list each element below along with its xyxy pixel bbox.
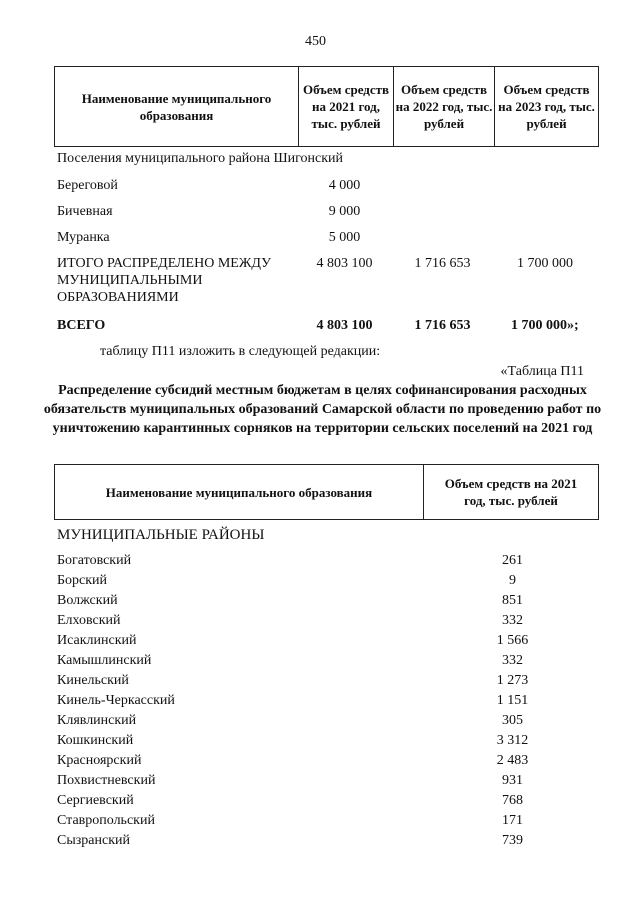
row-value: 1 151 bbox=[496, 693, 529, 708]
table-row bbox=[57, 773, 597, 793]
table2-header-2021: Объем средств на 2021 год, тыс. рублей bbox=[423, 465, 598, 519]
table-row bbox=[57, 573, 597, 593]
table1-total-2023: 1 700 000»; bbox=[511, 318, 579, 333]
table-row bbox=[57, 653, 597, 673]
table1-header-name: Наименование муниципального образования bbox=[81, 90, 272, 123]
row-value: 3 312 bbox=[496, 733, 529, 748]
row-name: Кинель-Черкасский bbox=[57, 693, 175, 708]
row-name: Красноярский bbox=[57, 753, 142, 768]
table1-total-2021: 4 803 100 bbox=[316, 318, 373, 333]
page-number: 450 bbox=[305, 34, 326, 49]
intro-text: таблицу П11 изложить в следующей редакции: bbox=[100, 344, 381, 359]
table1-row-name: Муранка bbox=[57, 230, 110, 245]
table-row bbox=[57, 813, 597, 833]
table1-row-name: Бичевная bbox=[57, 204, 113, 219]
row-name: Камышлинский bbox=[57, 653, 152, 668]
section-heading: МУНИЦИПАЛЬНЫЕ РАЙОНЫ bbox=[57, 527, 265, 543]
table1-distributed-2021: 4 803 100 bbox=[316, 256, 373, 271]
table1-header-2022: Объем средств на 2022 год, тыс. рублей bbox=[393, 67, 494, 146]
row-value: 332 bbox=[502, 653, 523, 668]
row-name: Кинельский bbox=[57, 673, 129, 688]
table1-row-2021: 9 000 bbox=[328, 204, 361, 219]
table-row bbox=[57, 753, 597, 773]
table1-header-2021: Объем средств на 2021 год, тыс. рублей bbox=[298, 67, 393, 146]
table-row bbox=[57, 693, 597, 713]
table-row bbox=[57, 553, 597, 573]
row-name: Клявлинский bbox=[57, 713, 137, 728]
table1-distributed-name: ИТОГО РАСПРЕДЕЛЕНО МЕЖДУ МУНИЦИПАЛЬНЫМИ ОБРАЗОВАНИЯМИ bbox=[57, 256, 271, 305]
row-name: Сызранский bbox=[57, 833, 130, 848]
table-row bbox=[57, 673, 597, 693]
table1-group-label: Поселения муниципального района Шигонский bbox=[57, 151, 344, 166]
table2-header-name: Наименование муниципального образования bbox=[105, 484, 373, 500]
table1-total-name: ВСЕГО bbox=[57, 318, 106, 333]
table1-total-2022: 1 716 653 bbox=[414, 318, 471, 333]
row-name: Ставропольский bbox=[57, 813, 155, 828]
table-row bbox=[57, 593, 597, 613]
table-row bbox=[57, 633, 597, 653]
row-value: 1 273 bbox=[496, 673, 529, 688]
table1-header-2023: Объем средств на 2023 год, тыс. рублей bbox=[494, 67, 598, 146]
row-name: Похвистневский bbox=[57, 773, 156, 788]
table1-distributed-2022: 1 716 653 bbox=[414, 256, 471, 271]
row-value: 261 bbox=[502, 553, 523, 568]
row-value: 332 bbox=[502, 613, 523, 628]
row-name: Елховский bbox=[57, 613, 121, 628]
row-value: 931 bbox=[502, 773, 523, 788]
table-row bbox=[57, 733, 597, 753]
row-name: Исаклинский bbox=[57, 633, 137, 648]
table-row bbox=[57, 713, 597, 733]
table1-row-2021: 4 000 bbox=[328, 178, 361, 193]
table-row bbox=[57, 833, 597, 853]
table1-distributed-2023: 1 700 000 bbox=[517, 256, 573, 271]
table1-row-2021: 5 000 bbox=[328, 230, 361, 245]
row-name: Кошкинский bbox=[57, 733, 134, 748]
row-value: 305 bbox=[502, 713, 523, 728]
row-name: Борский bbox=[57, 573, 108, 588]
row-name: Волжский bbox=[57, 593, 118, 608]
table2-header bbox=[54, 464, 599, 520]
row-name: Сергиевский bbox=[57, 793, 134, 808]
table1-header bbox=[54, 66, 599, 147]
row-value: 851 bbox=[502, 593, 523, 608]
table-label: «Таблица П11 bbox=[500, 364, 584, 379]
table1-row-name: Береговой bbox=[57, 178, 118, 193]
row-value: 739 bbox=[502, 833, 523, 848]
row-value: 171 bbox=[502, 813, 523, 828]
row-value: 9 bbox=[509, 573, 516, 588]
row-value: 1 566 bbox=[496, 633, 529, 648]
table-row bbox=[57, 793, 597, 813]
table2-title: Распределение субсидий местным бюджетам в целях софинансирования расходных обязательств муниципальных образований Самарской области по проведению работ по уничтожению карантинных сорняков на территории сельских поселений на 2021 год bbox=[43, 383, 602, 436]
row-value: 768 bbox=[502, 793, 523, 808]
row-name: Богатовский bbox=[57, 553, 132, 568]
table-row bbox=[57, 613, 597, 633]
row-value: 2 483 bbox=[496, 753, 529, 768]
